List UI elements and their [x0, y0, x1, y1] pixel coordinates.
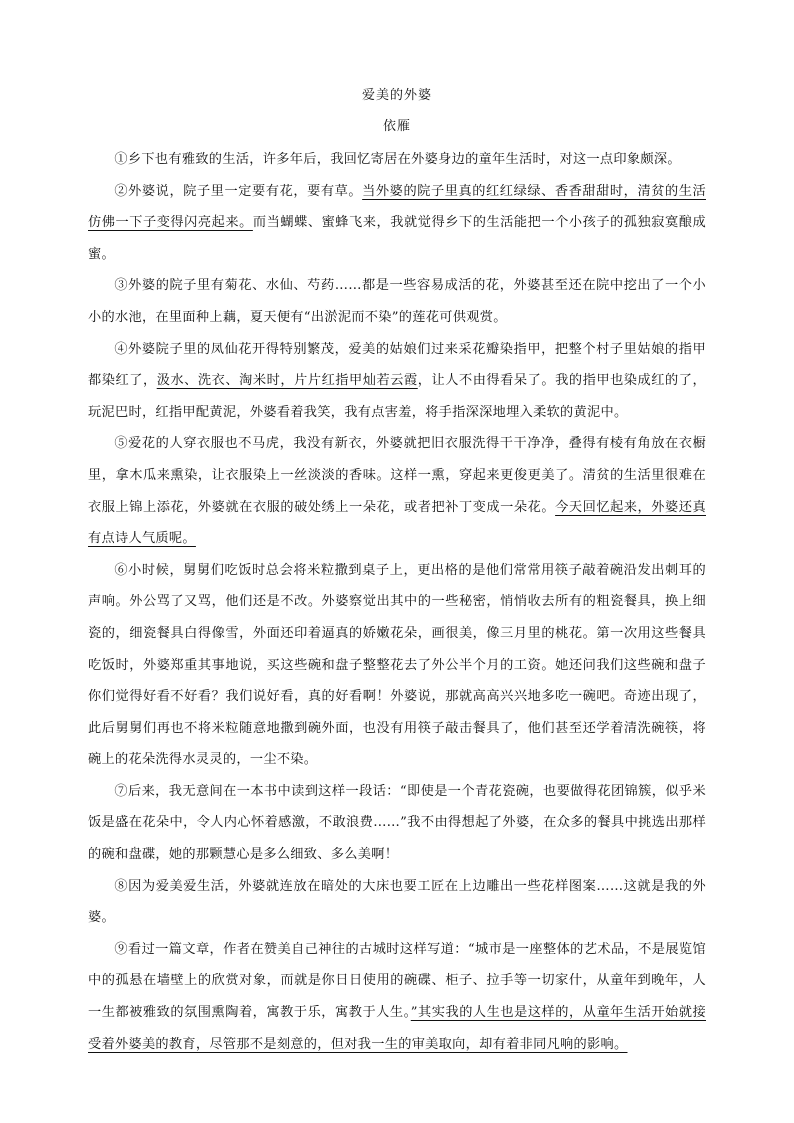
- paragraph-text: ③外婆的院子里有菊花、水仙、芍药……都是一些容易成活的花，外婆甚至还在院中挖出了一个小小的水池，在里面种上藕，夏天便有“出淤泥而不染”的莲花可供观赏。: [88, 278, 706, 325]
- paragraph-text: ，让人不由得看呆了。我的指甲也染成红的了，玩泥巴时，红指甲配黄泥，外婆看着我笑，我有点害羞，将手指深深地埋入柔软的黄泥中。: [88, 373, 706, 420]
- paragraph-text: ⑨看过一篇文章，作者在赞美自己神往的古城时这样写道：“城市是一座整体的艺术品，不是展览馆中的孤悬在墙壁上的欣赏对象，而就是你日日使用的碗碟、柜子、拉手等一切家什，从童年到晚年，人一生都被雅致的氛围熏陶着，寓教于乐，寓教于人生。: [88, 941, 706, 1021]
- paragraph-text: ②外婆说，院子里一定要有花，要有草。: [114, 183, 363, 199]
- paragraph-2: [88, 176, 706, 271]
- underlined-text: 今天回忆起来，外婆还真有点诗人气质呢。: [88, 499, 706, 547]
- paragraph-text: ⑦后来，我无意间在一本书中读到这样一段话：“即使是一个青花瓷碗，也要做得花团锦簇，似乎米饭是盛在花朵中，令人内心怀着感激，不敢浪费……”我不由得想起了外婆，在众多的餐具中挑选出那样的碗和盘碟，她的那颗慧心是多么细致、多么美啊！: [88, 783, 706, 863]
- document-body: [88, 144, 706, 1060]
- underlined-text: 当外婆的院子里真的红红绿绿、香香甜甜时，清贫的生活仿佛一下子变得闪亮起来。: [88, 183, 706, 231]
- paragraph-text: ①乡下也有雅致的生活，许多年后，我回忆寄居在外婆身边的童年生活时，对这一点印象颇深。: [114, 152, 681, 167]
- document-title: 爱美的外婆: [361, 88, 432, 103]
- paragraph-7: [88, 776, 706, 871]
- underlined-text: 汲水、洗衣、淘米时，片片红指甲灿若云霞: [156, 373, 418, 389]
- paragraph-4: [88, 334, 706, 429]
- paragraph-text: ⑤爱花的人穿衣服也不马虎，我没有新衣，外婆就把旧衣服洗得干干净净，叠得有棱有角放在衣橱里，拿木瓜来熏染，让衣服染上一丝淡淡的香味。这样一熏，穿起来更俊更美了。清贫的生活里很难在衣服上锦上添花，外婆就在衣服的破处绣上一朵花，或者把补丁变成一朵花。: [88, 436, 706, 515]
- paragraph-9: [88, 934, 706, 1060]
- paragraph-text: 而当蝴蝶、蜜蜂飞来，我就觉得乡下的生活能把一个小孩子的孤独寂寞酿成蜜。: [88, 215, 706, 262]
- paragraph-text: ⑧因为爱美爱生活，外婆就连放在暗处的大床也要工匠在上边雕出一些花样图案……这就是我的外婆。: [88, 878, 706, 926]
- document-author: 依雁: [382, 119, 411, 134]
- underlined-text: ”其实我的人生也是这样的，从童年生活开始就接受着外婆美的教育，尽管那不是刻意的，但对我一生的审美取向，却有着非同凡响的影响。: [88, 1005, 706, 1052]
- paragraph-3: [88, 270, 706, 333]
- paragraph-text: ④外婆院子里的凤仙花开得特别繁茂，爱美的姑娘们过来采花瓣染指甲，把整个村子里姑娘的指甲都染红了，: [88, 341, 706, 389]
- paragraph-6: [88, 555, 706, 776]
- paragraph-5: [88, 428, 706, 554]
- paragraph-8: [88, 871, 706, 934]
- paragraph-1: [88, 144, 706, 176]
- paragraph-text: ⑥小时候，舅舅们吃饭时总会将米粒撒到桌子上，更出格的是他们常常用筷子敲着碗沿发出刺耳的声响。外公骂了又骂，他们还是不改。外婆察觉出其中的一些秘密，悄悄收去所有的粗瓷餐具，换上细瓷的，细瓷餐具白得像雪，外面还印着逼真的娇嫩花朵，画很美，像三月里的桃花。第一次用这些餐具吃饭时，外婆郑重其事地说，买这些碗和盘子整整花去了外公半个月的工资。她还问我们这些碗和盘子你们觉得好看不好看？我们说好看，真的好看啊！外婆说，那就高高兴兴地多吃一碗吧。奇迹出现了，此后舅舅们再也不将米粒随意地撒到碗外面，也没有用筷子敲击餐具了，他们甚至还学着清洗碗筷，将碗上的花朵洗得水灵灵的，一尘不染。: [88, 562, 706, 768]
